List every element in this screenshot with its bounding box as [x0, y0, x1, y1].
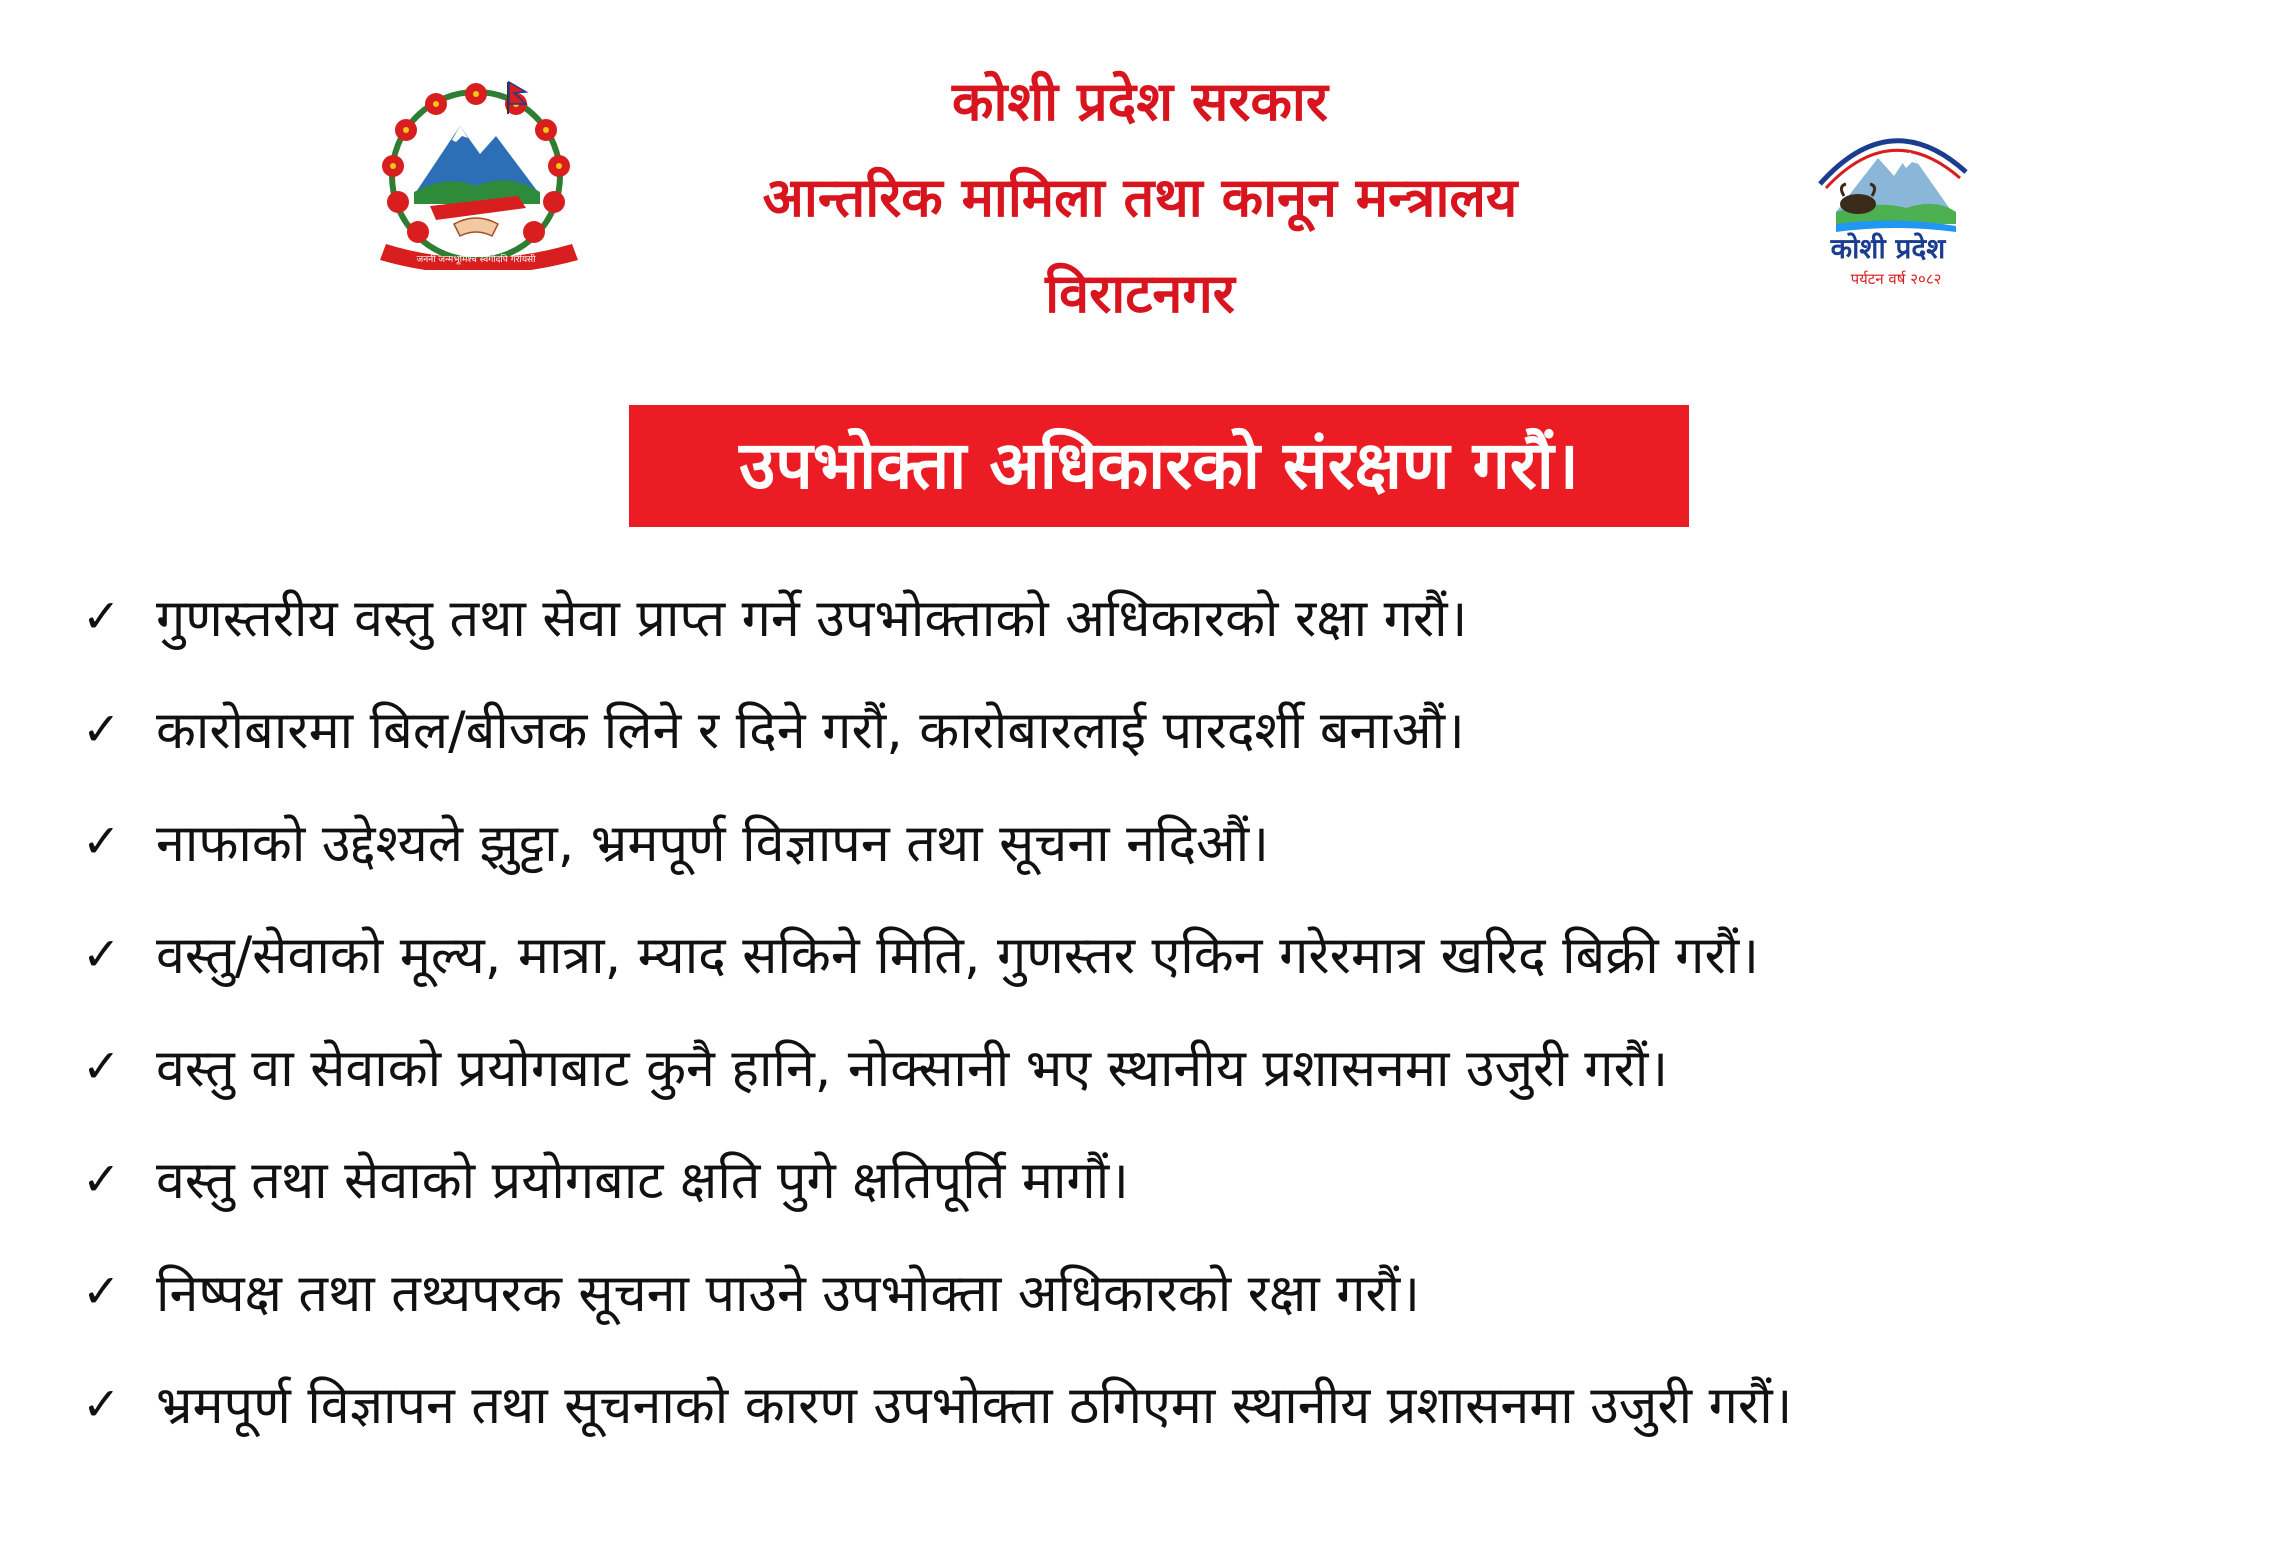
list-item — [82, 1123, 2232, 1236]
tourism-logo-title: कोशी प्रदेश — [1830, 232, 1946, 265]
header — [560, 70, 1720, 362]
consumer-rights-checklist — [82, 560, 2232, 1460]
list-item — [82, 1010, 2232, 1123]
list-item — [82, 898, 2232, 1011]
list-item — [82, 1235, 2232, 1348]
list-item — [82, 673, 2232, 786]
list-item-text: गुणस्तरीय वस्तु तथा सेवा प्राप्त गर्ने उपभोक्ताको अधिकारको रक्षा गरौं। — [156, 588, 1468, 649]
check-mark-icon: ✓ — [82, 589, 121, 644]
check-mark-icon: ✓ — [82, 1264, 121, 1319]
header-government-name: कोशी प्रदेश सरकार — [951, 70, 1329, 133]
header-location: विराटनगर — [1045, 262, 1235, 325]
koshi-tourism-logo-icon — [1796, 108, 1986, 298]
check-mark-icon: ✓ — [82, 1376, 121, 1431]
campaign-title-banner — [629, 405, 1689, 527]
list-item — [82, 785, 2232, 898]
emblem-motto-text: जननी जन्मभूमिश्च स्वर्गादपि गरीयसी — [416, 255, 536, 265]
list-item-text: वस्तु वा सेवाको प्रयोगबाट कुनै हानि, नोक्सानी भए स्थानीय प्रशासनमा उजुरी गरौं। — [156, 1038, 1669, 1099]
list-item — [82, 560, 2232, 673]
check-mark-icon: ✓ — [82, 1039, 121, 1094]
list-item-text: भ्रमपूर्ण विज्ञापन तथा सूचनाको कारण उपभोक्ता ठगिएमा स्थानीय प्रशासनमा उजुरी गरौं। — [156, 1376, 1793, 1437]
check-mark-icon: ✓ — [82, 926, 121, 981]
check-mark-icon: ✓ — [82, 701, 121, 756]
campaign-title-text: उपभोक्ता अधिकारको संरक्षण गरौं। — [739, 427, 1579, 504]
header-ministry-name: आन्तरिक मामिला तथा कानून मन्त्रालय — [762, 166, 1518, 229]
tourism-logo-subtitle: पर्यटन वर्ष २०८२ — [1850, 270, 1942, 288]
list-item-text: वस्तु/सेवाको मूल्य, मात्रा, म्याद सकिने मिति, गुणस्तर एकिन गरेरमात्र खरिद बिक्री गरौं। — [156, 926, 1759, 987]
check-mark-icon: ✓ — [82, 814, 121, 869]
check-mark-icon: ✓ — [82, 1151, 121, 1206]
list-item-text: कारोबारमा बिल/बीजक लिने र दिने गरौं, कारोबारलाई पारदर्शी बनाऔं। — [156, 701, 1465, 762]
list-item — [82, 1348, 2232, 1461]
list-item-text: नाफाको उद्देश्यले झुट्टा, भ्रमपूर्ण विज्ञापन तथा सूचना नदिऔं। — [156, 813, 1269, 874]
list-item-text: निष्पक्ष तथा तथ्यपरक सूचना पाउने उपभोक्ता अधिकारको रक्षा गरौं। — [156, 1263, 1420, 1324]
list-item-text: वस्तु तथा सेवाको प्रयोगबाट क्षति पुगे क्षतिपूर्ति मागौं। — [156, 1151, 1129, 1212]
nepal-government-emblem-icon — [368, 74, 590, 270]
